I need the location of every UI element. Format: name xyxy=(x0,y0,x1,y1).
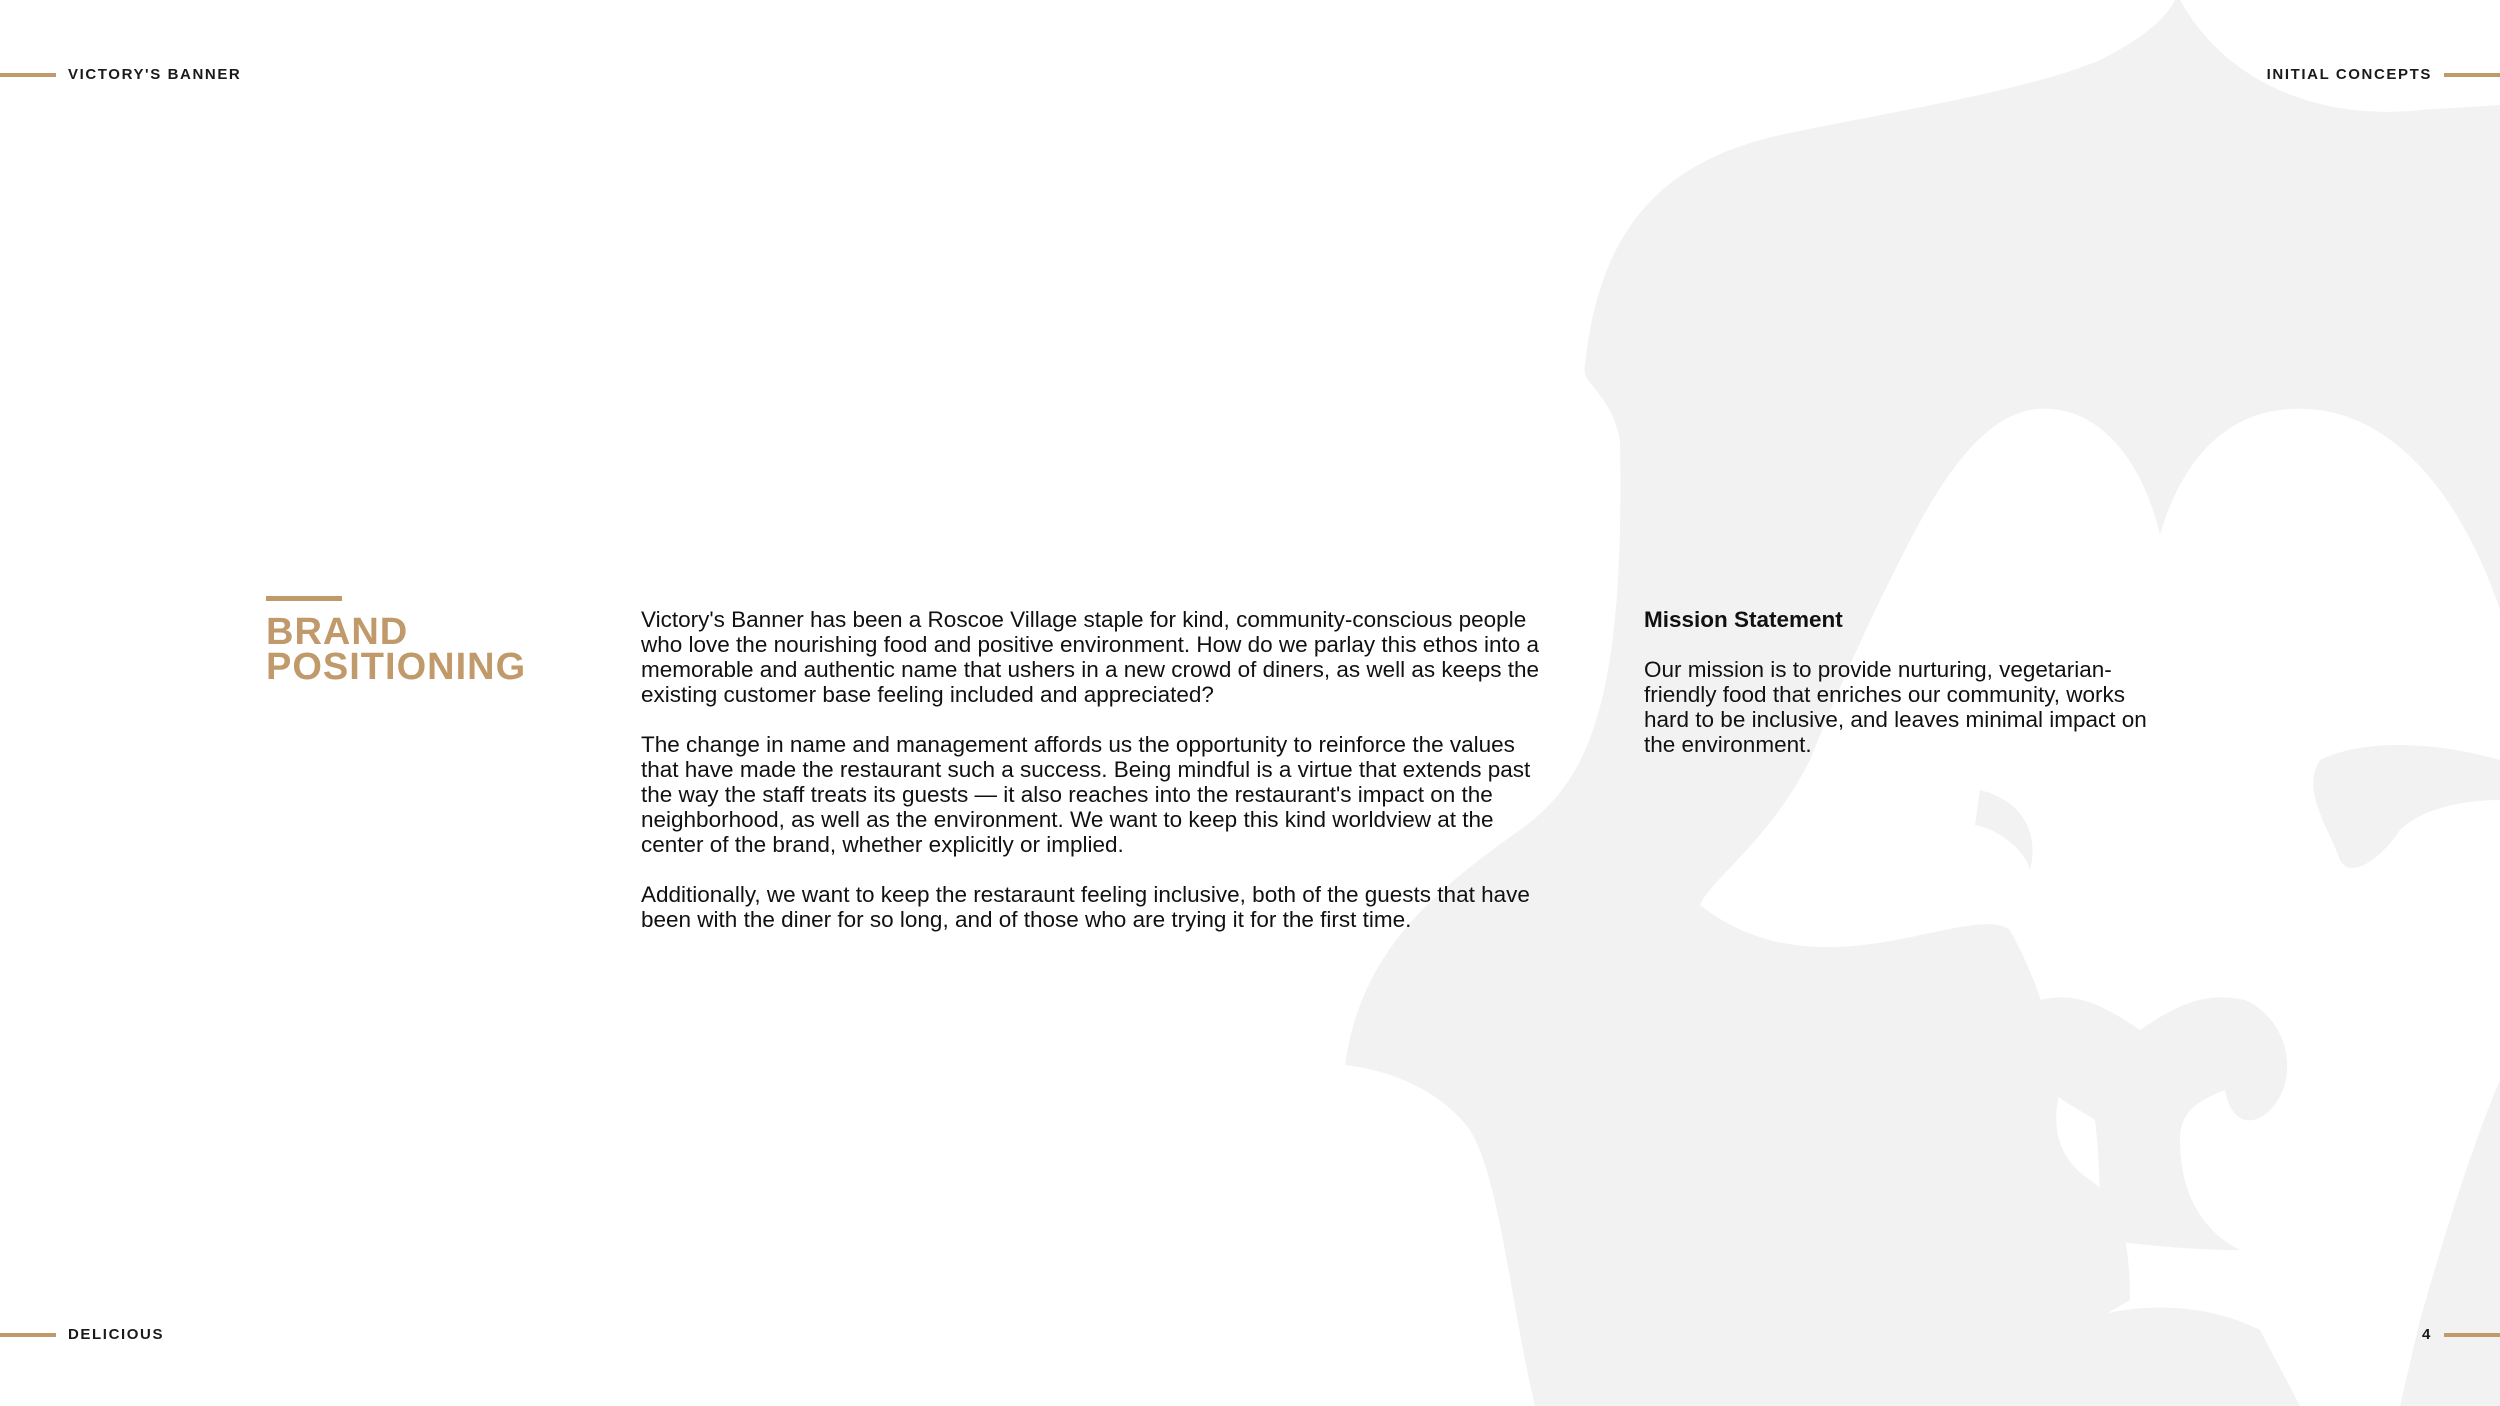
body-paragraph: Additionally, we want to keep the restaraunt feeling inclusive, both of the guests that have been with the diner for so long, and of those who are trying it for the first time. xyxy=(641,882,1530,932)
header-left xyxy=(0,66,241,83)
accent-rule xyxy=(0,73,56,77)
body-paragraph: The change in name and management affords us the opportunity to reinforce the values that have made the restaurant such a success. Being mindful is a virtue that extends past the way the staff treats its guests — it also reaches into the restaurant's impact on the neighborhood, as well as the environment. We want to keep this kind worldview at the center of the brand, whether explicitly or implied. xyxy=(641,732,1531,857)
footer-left xyxy=(0,1326,164,1343)
header-left-label: VICTORY'S BANNER xyxy=(68,66,242,83)
mission-heading: Mission Statement xyxy=(1644,607,1843,632)
footer-right xyxy=(2422,1326,2500,1343)
footer-left-label: DELICIOUS xyxy=(68,1326,165,1343)
mission-statement xyxy=(1644,607,2164,757)
page-number: 4 xyxy=(2422,1326,2432,1343)
mission-text: Our mission is to provide nurturing, vegetarian-friendly food that enriches our community, works hard to be inclusive, and leaves minimal impact on the environment. xyxy=(1644,657,2147,757)
section-title-line1: BRAND xyxy=(266,611,409,653)
body-paragraph: Victory's Banner has been a Roscoe Village staple for kind, community-conscious people who love the nourishing food and positive environment. How do we parlay this ethos into a memorable and authentic name that ushers in a new crowd of diners, as well as keeps the existing customer base feeling included and appreciated? xyxy=(641,607,1540,707)
section-heading xyxy=(266,596,527,688)
accent-rule xyxy=(0,1333,56,1337)
section-title xyxy=(266,611,527,688)
header-right xyxy=(2267,66,2500,83)
accent-rule xyxy=(2444,73,2500,77)
heading-accent-rule xyxy=(266,596,342,601)
body-copy xyxy=(641,607,1541,957)
section-title-line2: POSITIONING xyxy=(266,646,527,688)
accent-rule xyxy=(2444,1333,2500,1337)
header-right-label: INITIAL CONCEPTS xyxy=(2266,66,2432,83)
